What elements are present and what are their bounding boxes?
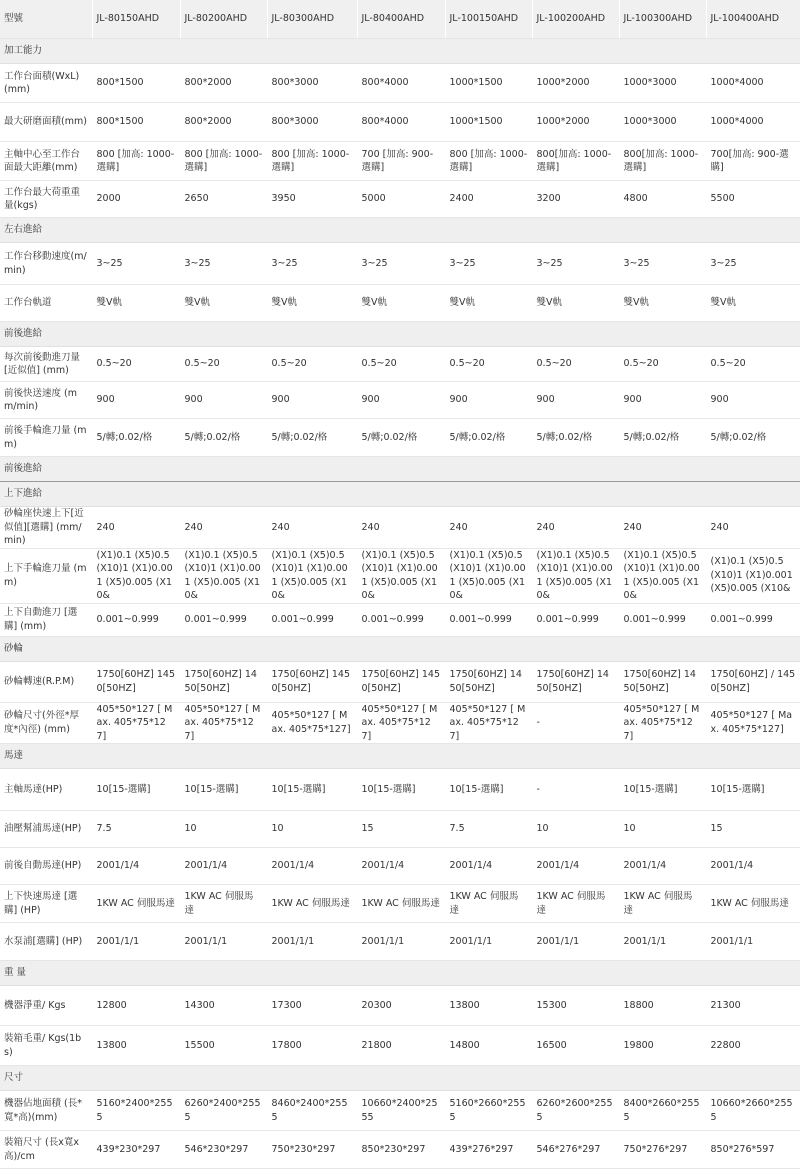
- section-title: 尺寸: [0, 1066, 800, 1091]
- section-title: 加工能力: [0, 39, 800, 64]
- spec-value: 21300: [706, 986, 800, 1026]
- spec-value: 0.5~20: [180, 347, 267, 382]
- spec-row: [0, 548, 800, 603]
- spec-value: 2001/1/4: [706, 848, 800, 885]
- spec-value: 2001/1/1: [267, 923, 357, 961]
- spec-value: 0.5~20: [619, 347, 706, 382]
- spec-value: 800*4000: [357, 103, 445, 142]
- spec-value: 5500: [706, 181, 800, 218]
- spec-value: 900: [180, 382, 267, 419]
- spec-value: 0.5~20: [267, 347, 357, 382]
- section-title: 前後進給: [0, 322, 800, 347]
- spec-value: 1000*2000: [532, 64, 619, 103]
- spec-value: 2001/1/1: [180, 923, 267, 961]
- spec-value: 7.5: [92, 811, 180, 848]
- spec-value: 1750[60HZ] 1450[50HZ]: [619, 661, 706, 702]
- spec-value: 800*2000: [180, 103, 267, 142]
- spec-value: 1750[60HZ] 1450[50HZ]: [92, 661, 180, 702]
- table-header: [0, 0, 800, 39]
- spec-value: -: [532, 702, 619, 744]
- spec-value: (X1)0.1 (X5)0.5 (X10)1 (X1)0.001 (X5)0.005 (X10&: [357, 548, 445, 603]
- spec-value: 6260*2400*2555: [180, 1091, 267, 1131]
- spec-label: 工作台軌道: [0, 285, 92, 322]
- spec-value: 12800: [92, 986, 180, 1026]
- section-title: 左右進給: [0, 218, 800, 243]
- spec-value: 546*230*297: [180, 1131, 267, 1169]
- spec-row: [0, 181, 800, 218]
- spec-value: (X1)0.1 (X5)0.5 (X10)1 (X1)0.001 (X5)0.005 (X10&: [532, 548, 619, 603]
- section-row: [0, 961, 800, 986]
- spec-value: (X1)0.1 (X5)0.5 (X10)1 (X1)0.001 (X5)0.005 (X10&: [445, 548, 532, 603]
- spec-value: 405*50*127 [ Max. 405*75*127]: [706, 702, 800, 744]
- spec-value: 700 [加高: 900-選購]: [357, 142, 445, 181]
- spec-value: (X1)0.1 (X5)0.5 (X10)1 (X1)0.001 (X5)0.005 (X10&: [92, 548, 180, 603]
- spec-row: [0, 1091, 800, 1131]
- section-title: 上下進給: [0, 482, 800, 507]
- section-row: [0, 482, 800, 507]
- spec-row: [0, 142, 800, 181]
- spec-label: 砂輪尺寸(外徑*厚度*內徑) (mm): [0, 702, 92, 744]
- spec-value: 800 [加高: 1000-選購]: [180, 142, 267, 181]
- spec-value: 0.5~20: [445, 347, 532, 382]
- spec-value: 雙V軌: [357, 285, 445, 322]
- spec-value: 5000: [357, 181, 445, 218]
- spec-value: 10: [180, 811, 267, 848]
- spec-label: 砂輪座快速上下[近似值][選購] (mm/min): [0, 507, 92, 549]
- spec-label: 前後手輪進刀量 (mm): [0, 419, 92, 457]
- spec-value: 18800: [619, 986, 706, 1026]
- spec-value: 8460*2400*2555: [267, 1091, 357, 1131]
- spec-value: 900: [267, 382, 357, 419]
- spec-row: [0, 811, 800, 848]
- spec-value: 10: [267, 811, 357, 848]
- header-row: [0, 0, 800, 39]
- spec-value: 7.5: [445, 811, 532, 848]
- spec-value: 5/轉;0.02/格: [706, 419, 800, 457]
- spec-value: 800 [加高: 1000-選購]: [267, 142, 357, 181]
- spec-label: 裝箱毛重/ Kgs(1bs): [0, 1026, 92, 1066]
- spec-value: 4800: [619, 181, 706, 218]
- spec-value: 240: [357, 507, 445, 549]
- spec-value: 0.001~0.999: [92, 603, 180, 636]
- spec-value: 1KW AC 伺服馬達: [445, 885, 532, 923]
- spec-value: 240: [267, 507, 357, 549]
- spec-value: 10660*2660*2555: [706, 1091, 800, 1131]
- spec-value: 900: [445, 382, 532, 419]
- spec-value: 0.001~0.999: [267, 603, 357, 636]
- spec-value: 800[加高: 1000-選購]: [532, 142, 619, 181]
- spec-label: 水泵浦[選購] (HP): [0, 923, 92, 961]
- spec-label: 主軸馬達(HP): [0, 769, 92, 811]
- spec-row: [0, 347, 800, 382]
- spec-value: 雙V軌: [267, 285, 357, 322]
- spec-value: 1KW AC 伺服馬達: [267, 885, 357, 923]
- section-row: [0, 322, 800, 347]
- spec-value: 1KW AC 伺服馬達: [357, 885, 445, 923]
- spec-value: 5160*2660*2555: [445, 1091, 532, 1131]
- spec-value: 13800: [445, 986, 532, 1026]
- spec-value: 240: [92, 507, 180, 549]
- spec-value: 1000*4000: [706, 64, 800, 103]
- section-row: [0, 1066, 800, 1091]
- spec-value: 3~25: [445, 243, 532, 285]
- spec-value: 1000*2000: [532, 103, 619, 142]
- spec-label: 上下自動進刀 [選購] (mm): [0, 603, 92, 636]
- spec-value: 800*1500: [92, 103, 180, 142]
- spec-value: (X1)0.1 (X5)0.5 (X10)1 (X1)0.001 (X5)0.005 (X10&: [706, 548, 800, 603]
- spec-value: 1750[60HZ] 1450[50HZ]: [180, 661, 267, 702]
- spec-label: 裝箱尺寸 (長x寬x高)/cm: [0, 1131, 92, 1169]
- spec-value: 240: [706, 507, 800, 549]
- spec-value: 3~25: [357, 243, 445, 285]
- spec-value: 10[15-選購]: [92, 769, 180, 811]
- spec-value: 1KW AC 伺服馬達: [92, 885, 180, 923]
- spec-value: 1000*3000: [619, 103, 706, 142]
- spec-value: 雙V軌: [180, 285, 267, 322]
- spec-row: [0, 507, 800, 549]
- header-cell: 型號: [0, 0, 92, 39]
- header-cell: JL-100200AHD: [532, 0, 619, 39]
- header-cell: JL-80150AHD: [92, 0, 180, 39]
- spec-row: [0, 285, 800, 322]
- spec-value: 2001/1/1: [532, 923, 619, 961]
- spec-value: 0.001~0.999: [532, 603, 619, 636]
- section-row: [0, 218, 800, 243]
- spec-value: 1000*1500: [445, 103, 532, 142]
- spec-value: 17300: [267, 986, 357, 1026]
- section-title: 砂輪: [0, 636, 800, 661]
- spec-label: 主軸中心至工作台面最大距離(mm): [0, 142, 92, 181]
- spec-row: [0, 419, 800, 457]
- spec-value: 800*3000: [267, 64, 357, 103]
- spec-value: 700[加高: 900-選購]: [706, 142, 800, 181]
- spec-value: 0.5~20: [706, 347, 800, 382]
- spec-value: 2400: [445, 181, 532, 218]
- spec-value: 240: [532, 507, 619, 549]
- spec-value: 2001/1/4: [267, 848, 357, 885]
- spec-value: 雙V軌: [92, 285, 180, 322]
- spec-value: 800*4000: [357, 64, 445, 103]
- spec-value: 2001/1/4: [180, 848, 267, 885]
- spec-row: [0, 885, 800, 923]
- spec-label: 機器淨重/ Kgs: [0, 986, 92, 1026]
- spec-value: 14800: [445, 1026, 532, 1066]
- section-title: 重 量: [0, 961, 800, 986]
- spec-value: 15: [357, 811, 445, 848]
- spec-value: 3~25: [706, 243, 800, 285]
- spec-value: 雙V軌: [445, 285, 532, 322]
- spec-label: 最大研磨面積(mm): [0, 103, 92, 142]
- section-row: [0, 39, 800, 64]
- spec-value: 900: [619, 382, 706, 419]
- section-row: [0, 744, 800, 769]
- spec-value: 3200: [532, 181, 619, 218]
- spec-value: 10660*2400*2555: [357, 1091, 445, 1131]
- spec-label: 工作台最大荷重重量(kgs): [0, 181, 92, 218]
- spec-value: 800*1500: [92, 64, 180, 103]
- spec-value: (X1)0.1 (X5)0.5 (X10)1 (X1)0.001 (X5)0.005 (X10&: [619, 548, 706, 603]
- spec-row: [0, 382, 800, 419]
- spec-value: (X1)0.1 (X5)0.5 (X10)1 (X1)0.001 (X5)0.005 (X10&: [267, 548, 357, 603]
- spec-value: 405*50*127 [ Max. 405*75*127]: [267, 702, 357, 744]
- spec-value: 3~25: [532, 243, 619, 285]
- spec-value: 0.001~0.999: [180, 603, 267, 636]
- spec-label: 上下手輪進刀量 (mm): [0, 548, 92, 603]
- spec-value: 2001/1/1: [92, 923, 180, 961]
- spec-value: 15300: [532, 986, 619, 1026]
- spec-value: 21800: [357, 1026, 445, 1066]
- spec-value: 900: [92, 382, 180, 419]
- spec-value: 5/轉;0.02/格: [180, 419, 267, 457]
- spec-value: 405*50*127 [ Max. 405*75*127]: [180, 702, 267, 744]
- header-cell: JL-80300AHD: [267, 0, 357, 39]
- header-cell: JL-100400AHD: [706, 0, 800, 39]
- spec-value: 1KW AC 伺服馬達: [532, 885, 619, 923]
- spec-value: 3~25: [267, 243, 357, 285]
- spec-value: 10[15-選購]: [180, 769, 267, 811]
- spec-label: 前後快送速度 (mm/min): [0, 382, 92, 419]
- spec-value: 240: [445, 507, 532, 549]
- spec-value: 0.5~20: [357, 347, 445, 382]
- spec-row: [0, 986, 800, 1026]
- spec-value: 2001/1/4: [92, 848, 180, 885]
- spec-value: 405*50*127 [ Max. 405*75*127]: [619, 702, 706, 744]
- spec-value: 1750[60HZ] 1450[50HZ]: [532, 661, 619, 702]
- spec-value: 800[加高: 1000-選購]: [619, 142, 706, 181]
- spec-value: 19800: [619, 1026, 706, 1066]
- spec-value: 16500: [532, 1026, 619, 1066]
- spec-value: 800 [加高: 1000-選購]: [445, 142, 532, 181]
- spec-value: 850*230*297: [357, 1131, 445, 1169]
- spec-label: 工作台移動速度(m/min): [0, 243, 92, 285]
- spec-value: 10[15-選購]: [445, 769, 532, 811]
- spec-value: 2001/1/4: [619, 848, 706, 885]
- spec-value: (X1)0.1 (X5)0.5 (X10)1 (X1)0.001 (X5)0.005 (X10&: [180, 548, 267, 603]
- header-cell: JL-100150AHD: [445, 0, 532, 39]
- spec-value: 439*276*297: [445, 1131, 532, 1169]
- spec-value: 10[15-選購]: [619, 769, 706, 811]
- spec-value: 0.5~20: [532, 347, 619, 382]
- spec-value: 雙V軌: [706, 285, 800, 322]
- spec-value: 5/轉;0.02/格: [92, 419, 180, 457]
- spec-value: 1750[60HZ] 1450[50HZ]: [357, 661, 445, 702]
- spec-value: 405*50*127 [ Max. 405*75*127]: [357, 702, 445, 744]
- spec-row: [0, 769, 800, 811]
- spec-value: 2000: [92, 181, 180, 218]
- spec-value: 850*276*597: [706, 1131, 800, 1169]
- spec-value: 5/轉;0.02/格: [619, 419, 706, 457]
- spec-label: 每次前後動進刀量[近似值] (mm): [0, 347, 92, 382]
- spec-value: 3~25: [92, 243, 180, 285]
- spec-value: 雙V軌: [619, 285, 706, 322]
- spec-value: 2650: [180, 181, 267, 218]
- spec-value: 10: [532, 811, 619, 848]
- spec-value: 1KW AC 伺服馬達: [180, 885, 267, 923]
- spec-value: 17800: [267, 1026, 357, 1066]
- spec-value: 0.001~0.999: [357, 603, 445, 636]
- spec-value: 1000*1500: [445, 64, 532, 103]
- spec-value: 546*276*297: [532, 1131, 619, 1169]
- spec-value: 2001/1/4: [532, 848, 619, 885]
- spec-value: 10[15-選購]: [706, 769, 800, 811]
- spec-row: [0, 603, 800, 636]
- spec-label: 機器佔地面積 (長*寬*高)(mm): [0, 1091, 92, 1131]
- spec-value: 3~25: [619, 243, 706, 285]
- spec-row: [0, 702, 800, 744]
- spec-label: 前後自動馬達(HP): [0, 848, 92, 885]
- spec-row: [0, 848, 800, 885]
- spec-row: [0, 1131, 800, 1169]
- spec-value: 13800: [92, 1026, 180, 1066]
- spec-row: [0, 661, 800, 702]
- spec-value: 2001/1/4: [445, 848, 532, 885]
- header-cell: JL-80200AHD: [180, 0, 267, 39]
- spec-row: [0, 243, 800, 285]
- spec-value: 2001/1/1: [357, 923, 445, 961]
- spec-row: [0, 923, 800, 961]
- spec-value: 10[15-選購]: [267, 769, 357, 811]
- spec-value: 10[15-選購]: [357, 769, 445, 811]
- spec-value: 240: [180, 507, 267, 549]
- spec-value: 雙V軌: [532, 285, 619, 322]
- section-row: [0, 457, 800, 482]
- spec-label: 工作台面積(WxL)(mm): [0, 64, 92, 103]
- spec-value: 439*230*297: [92, 1131, 180, 1169]
- spec-value: 900: [357, 382, 445, 419]
- spec-value: 1KW AC 伺服馬達: [619, 885, 706, 923]
- spec-value: 800 [加高: 1000-選購]: [92, 142, 180, 181]
- spec-value: 3~25: [180, 243, 267, 285]
- spec-value: 15500: [180, 1026, 267, 1066]
- header-cell: JL-100300AHD: [619, 0, 706, 39]
- spec-value: 3950: [267, 181, 357, 218]
- spec-value: 14300: [180, 986, 267, 1026]
- spec-value: 0.001~0.999: [706, 603, 800, 636]
- spec-label: 油壓幫浦馬達(HP): [0, 811, 92, 848]
- spec-value: 1KW AC 伺服馬達: [706, 885, 800, 923]
- spec-value: 900: [706, 382, 800, 419]
- spec-row: [0, 1026, 800, 1066]
- spec-label: 砂輪轉速(R.P.M): [0, 661, 92, 702]
- spec-value: 5/轉;0.02/格: [357, 419, 445, 457]
- section-title: 前後進給: [0, 457, 800, 482]
- spec-value: 0.5~20: [92, 347, 180, 382]
- header-cell: JL-80400AHD: [357, 0, 445, 39]
- spec-value: 1750[60HZ] 1450[50HZ]: [267, 661, 357, 702]
- spec-value: 800*2000: [180, 64, 267, 103]
- spec-value: 405*50*127 [ Max. 405*75*127]: [445, 702, 532, 744]
- spec-value: 2001/1/1: [706, 923, 800, 961]
- spec-label: 上下快速馬達 [選購] (HP): [0, 885, 92, 923]
- spec-value: 1000*4000: [706, 103, 800, 142]
- spec-row: [0, 64, 800, 103]
- section-row: [0, 636, 800, 661]
- spec-value: 8400*2660*2555: [619, 1091, 706, 1131]
- spec-value: 5/轉;0.02/格: [532, 419, 619, 457]
- section-title: 馬達: [0, 744, 800, 769]
- table-body: [0, 39, 800, 1169]
- spec-value: 1000*3000: [619, 64, 706, 103]
- spec-row: [0, 103, 800, 142]
- spec-value: 900: [532, 382, 619, 419]
- spec-value: 10: [619, 811, 706, 848]
- spec-value: 0.001~0.999: [445, 603, 532, 636]
- spec-value: 1750[60HZ] 1450[50HZ]: [445, 661, 532, 702]
- spec-value: 22800: [706, 1026, 800, 1066]
- spec-value: 20300: [357, 986, 445, 1026]
- spec-value: 240: [619, 507, 706, 549]
- spec-value: 2001/1/4: [357, 848, 445, 885]
- spec-value: 750*230*297: [267, 1131, 357, 1169]
- spec-value: 2001/1/1: [619, 923, 706, 961]
- spec-value: -: [532, 769, 619, 811]
- spec-value: 1750[60HZ] / 1450[50HZ]: [706, 661, 800, 702]
- spec-value: 5160*2400*2555: [92, 1091, 180, 1131]
- spec-value: 6260*2600*2555: [532, 1091, 619, 1131]
- spec-value: 800*3000: [267, 103, 357, 142]
- spec-value: 5/轉;0.02/格: [445, 419, 532, 457]
- spec-value: 15: [706, 811, 800, 848]
- spec-value: 750*276*297: [619, 1131, 706, 1169]
- spec-value: 0.001~0.999: [619, 603, 706, 636]
- spec-value: 2001/1/1: [445, 923, 532, 961]
- spec-value: 405*50*127 [ Max. 405*75*127]: [92, 702, 180, 744]
- spec-value: 5/轉;0.02/格: [267, 419, 357, 457]
